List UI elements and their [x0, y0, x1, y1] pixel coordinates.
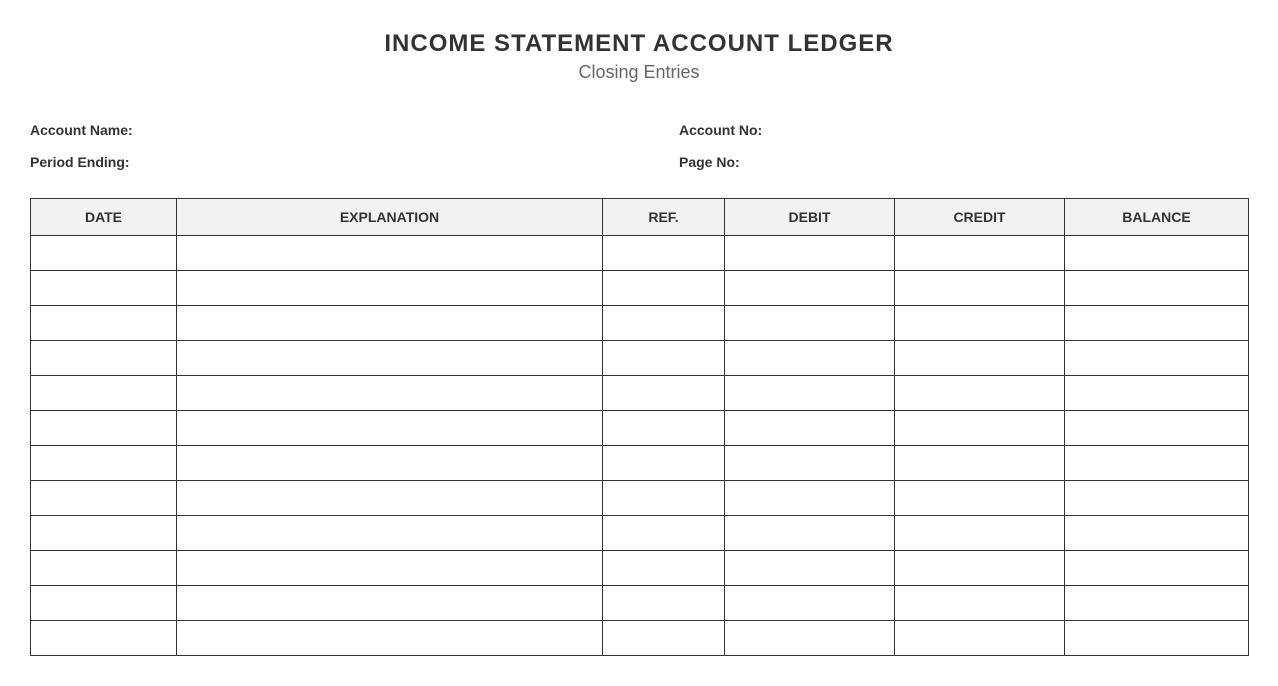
cell-credit[interactable] — [895, 271, 1065, 306]
cell-debit[interactable] — [725, 341, 895, 376]
cell-explanation[interactable] — [177, 586, 603, 621]
cell-date[interactable] — [31, 586, 177, 621]
cell-balance[interactable] — [1065, 306, 1249, 341]
cell-balance[interactable] — [1065, 551, 1249, 586]
document-header — [0, 30, 1278, 83]
cell-debit[interactable] — [725, 516, 895, 551]
account-no-label: Account No: — [679, 122, 763, 138]
column-header-debit: DEBIT — [725, 199, 895, 236]
cell-date[interactable] — [31, 621, 177, 656]
cell-date[interactable] — [31, 446, 177, 481]
cell-debit[interactable] — [725, 586, 895, 621]
cell-ref[interactable] — [603, 411, 725, 446]
period-ending-label: Period Ending: — [30, 154, 130, 170]
cell-ref[interactable] — [603, 481, 725, 516]
cell-balance[interactable] — [1065, 271, 1249, 306]
cell-balance[interactable] — [1065, 411, 1249, 446]
cell-credit[interactable] — [895, 376, 1065, 411]
cell-date[interactable] — [31, 341, 177, 376]
cell-ref[interactable] — [603, 236, 725, 271]
table-row — [31, 411, 1249, 446]
cell-explanation[interactable] — [177, 481, 603, 516]
table-row — [31, 306, 1249, 341]
cell-date[interactable] — [31, 481, 177, 516]
cell-date[interactable] — [31, 376, 177, 411]
cell-debit[interactable] — [725, 306, 895, 341]
cell-explanation[interactable] — [177, 621, 603, 656]
ledger-table — [30, 198, 1249, 656]
table-row — [31, 446, 1249, 481]
cell-explanation[interactable] — [177, 341, 603, 376]
cell-ref[interactable] — [603, 446, 725, 481]
account-name-label: Account Name: — [30, 122, 133, 138]
cell-explanation[interactable] — [177, 306, 603, 341]
ledger-header-row — [31, 199, 1249, 236]
cell-credit[interactable] — [895, 551, 1065, 586]
cell-ref[interactable] — [603, 271, 725, 306]
cell-ref[interactable] — [603, 516, 725, 551]
cell-balance[interactable] — [1065, 586, 1249, 621]
table-row — [31, 551, 1249, 586]
table-row — [31, 586, 1249, 621]
column-header-date: DATE — [31, 199, 177, 236]
cell-balance[interactable] — [1065, 481, 1249, 516]
cell-credit[interactable] — [895, 621, 1065, 656]
cell-credit[interactable] — [895, 236, 1065, 271]
cell-ref[interactable] — [603, 376, 725, 411]
cell-credit[interactable] — [895, 446, 1065, 481]
page-no-label: Page No: — [679, 154, 740, 170]
cell-ref[interactable] — [603, 586, 725, 621]
cell-debit[interactable] — [725, 621, 895, 656]
cell-date[interactable] — [31, 236, 177, 271]
column-header-balance: BALANCE — [1065, 199, 1249, 236]
cell-explanation[interactable] — [177, 446, 603, 481]
column-header-credit: CREDIT — [895, 199, 1065, 236]
cell-date[interactable] — [31, 551, 177, 586]
table-row — [31, 516, 1249, 551]
cell-balance[interactable] — [1065, 516, 1249, 551]
cell-balance[interactable] — [1065, 446, 1249, 481]
cell-debit[interactable] — [725, 446, 895, 481]
table-row — [31, 481, 1249, 516]
cell-credit[interactable] — [895, 411, 1065, 446]
cell-debit[interactable] — [725, 411, 895, 446]
cell-debit[interactable] — [725, 481, 895, 516]
table-row — [31, 271, 1249, 306]
cell-debit[interactable] — [725, 376, 895, 411]
cell-balance[interactable] — [1065, 341, 1249, 376]
cell-date[interactable] — [31, 411, 177, 446]
table-row — [31, 236, 1249, 271]
cell-ref[interactable] — [603, 551, 725, 586]
cell-credit[interactable] — [895, 516, 1065, 551]
table-row — [31, 341, 1249, 376]
cell-debit[interactable] — [725, 271, 895, 306]
cell-ref[interactable] — [603, 341, 725, 376]
cell-explanation[interactable] — [177, 551, 603, 586]
ledger-body — [31, 236, 1249, 656]
cell-credit[interactable] — [895, 586, 1065, 621]
cell-date[interactable] — [31, 306, 177, 341]
cell-explanation[interactable] — [177, 271, 603, 306]
document-title: INCOME STATEMENT ACCOUNT LEDGER — [384, 30, 894, 57]
cell-credit[interactable] — [895, 341, 1065, 376]
column-header-explanation: EXPLANATION — [177, 199, 603, 236]
cell-ref[interactable] — [603, 621, 725, 656]
document-subtitle: Closing Entries — [578, 62, 700, 82]
cell-explanation[interactable] — [177, 516, 603, 551]
cell-balance[interactable] — [1065, 621, 1249, 656]
cell-debit[interactable] — [725, 551, 895, 586]
cell-explanation[interactable] — [177, 411, 603, 446]
cell-balance[interactable] — [1065, 376, 1249, 411]
table-row — [31, 376, 1249, 411]
cell-explanation[interactable] — [177, 236, 603, 271]
cell-credit[interactable] — [895, 481, 1065, 516]
cell-balance[interactable] — [1065, 236, 1249, 271]
column-header-ref: REF. — [603, 199, 725, 236]
cell-date[interactable] — [31, 271, 177, 306]
cell-date[interactable] — [31, 516, 177, 551]
cell-credit[interactable] — [895, 306, 1065, 341]
cell-debit[interactable] — [725, 236, 895, 271]
table-row — [31, 621, 1249, 656]
cell-explanation[interactable] — [177, 376, 603, 411]
cell-ref[interactable] — [603, 306, 725, 341]
